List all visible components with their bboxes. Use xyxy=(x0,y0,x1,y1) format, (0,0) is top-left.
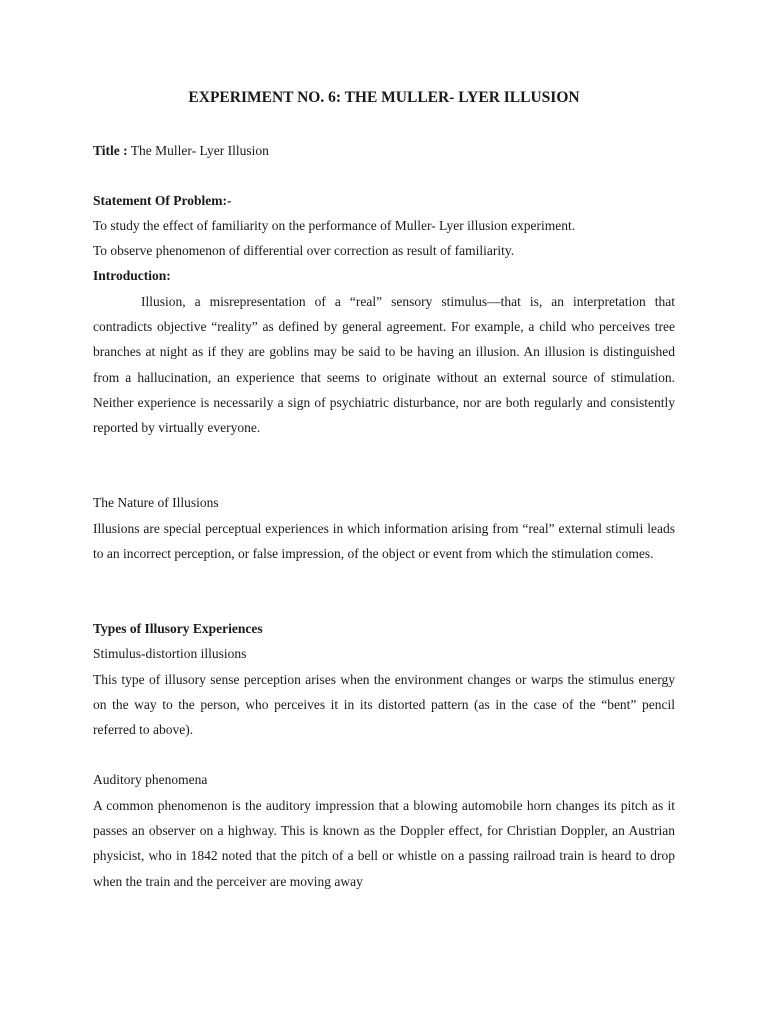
title-line xyxy=(93,141,269,161)
auditory-heading: Auditory phenomena xyxy=(93,772,208,787)
nature-paragraph: Illusions are special perceptual experiences in which information arising from “real” external stimuli leads to an incorrect perception, or false impression, of the object or event from which the stimulation comes. xyxy=(93,521,675,562)
problem-heading: Statement Of Problem:- xyxy=(93,193,232,208)
problem-line-1: To study the effect of familiarity on the performance of Muller- Lyer illusion experiment. xyxy=(93,218,576,233)
page-title: EXPERIMENT NO. 6: THE MULLER- LYER ILLUSION xyxy=(188,89,580,106)
auditory-paragraph: A common phenomenon is the auditory impression that a blowing automobile horn changes its pitch as it passes an observer on a highway. This is known as the Doppler effect, for Christian Doppler, an Austrian physicist, who in 1842 noted that the pitch of a bell or whistle on a passing railroad train is heard to drop when the train and the perceiver are moving away xyxy=(93,798,675,889)
intro-paragraph: Illusion, a misrepresentation of a “real” sensory stimulus—that is, an interpretation that contradicts objective “reality” as defined by general agreement. For example, a child who perceives tree branches at night as if they are goblins may be said to be having an illusion. An illusion is distinguished from a hallucination, an experience that seems to originate without an external source of stimulation. Neither experience is necessarily a sign of psychiatric disturbance, nor are both regularly and consistently reported by virtually everyone. xyxy=(93,294,675,436)
intro-heading: Introduction: xyxy=(93,268,171,283)
nature-heading: The Nature of Illusions xyxy=(93,495,219,510)
title-value: The Muller- Lyer Illusion xyxy=(130,143,269,158)
types-heading: Types of Illusory Experiences xyxy=(93,621,263,636)
problem-line-2: To observe phenomenon of differential over correction as result of familiarity. xyxy=(93,243,515,258)
title-label: Title : xyxy=(93,143,128,158)
stimulus-heading: Stimulus-distortion illusions xyxy=(93,646,247,661)
stimulus-paragraph: This type of illusory sense perception arises when the environment changes or warps the stimulus energy on the way to the person, who perceives it in its distorted pattern (as in the case of the “bent” pencil referred to above). xyxy=(93,672,675,738)
